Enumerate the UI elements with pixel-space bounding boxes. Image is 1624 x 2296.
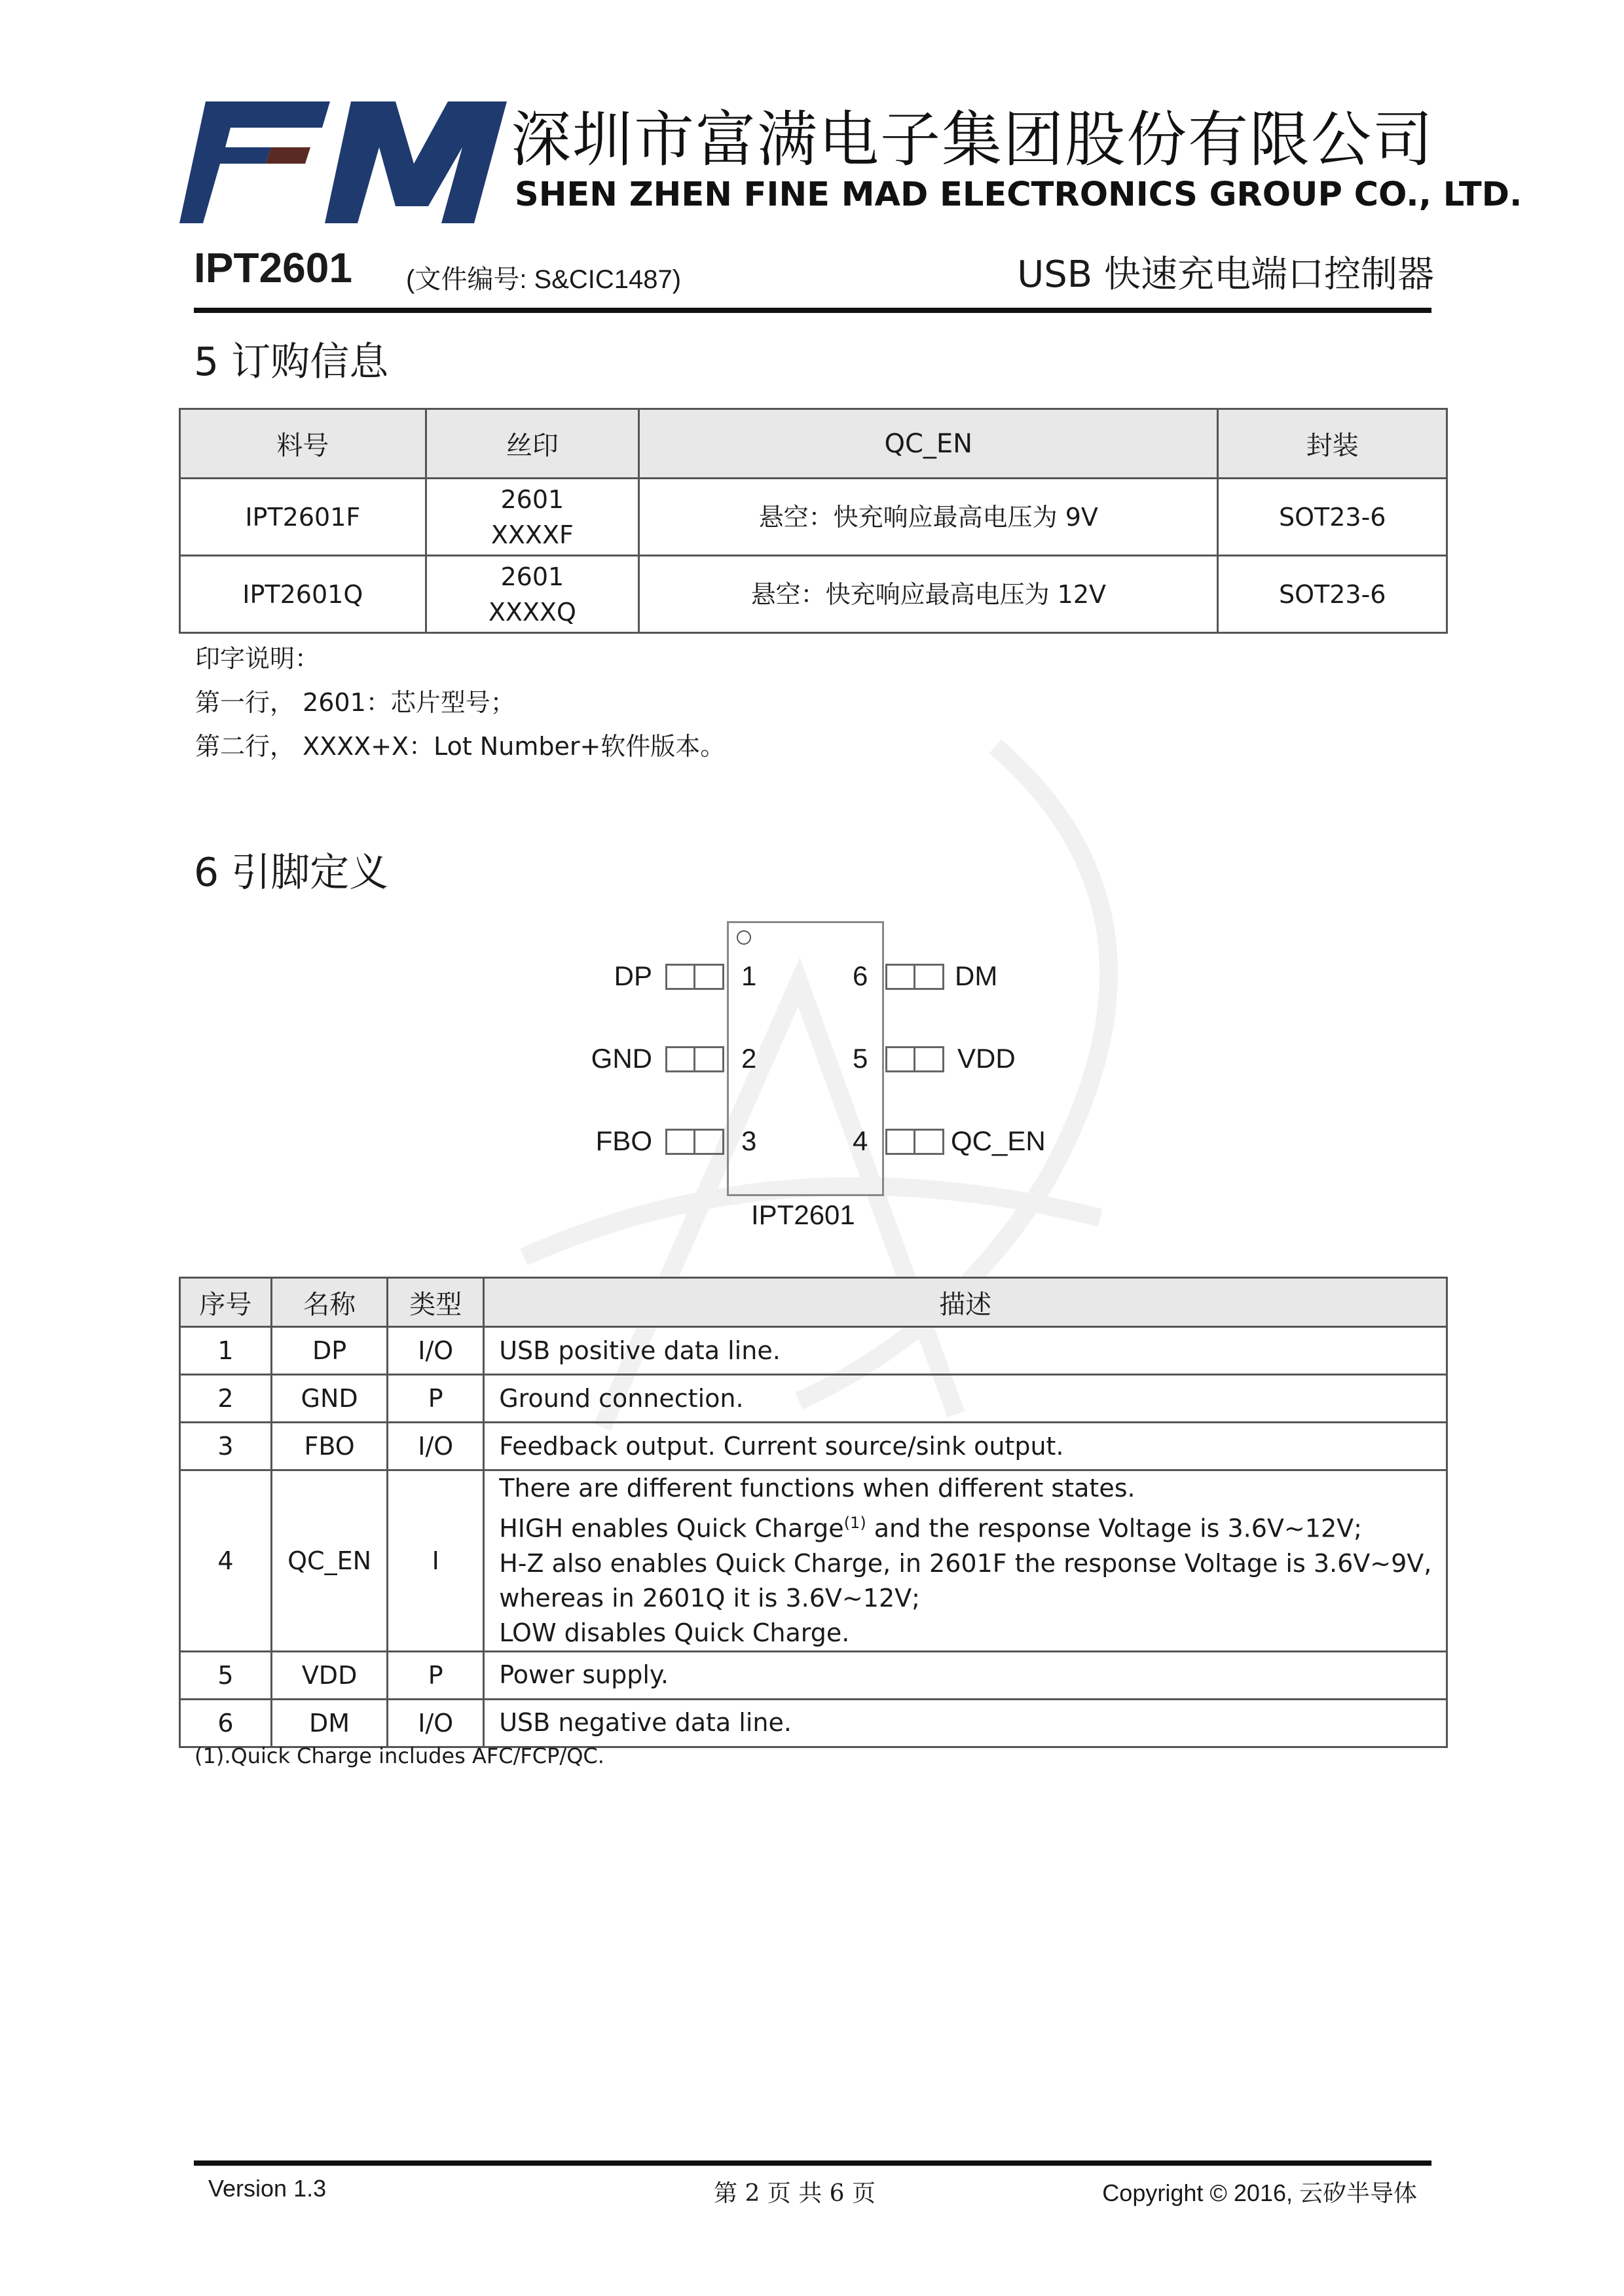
column-header: QC_EN xyxy=(639,409,1218,479)
package-cell: SOT23-6 xyxy=(1218,556,1447,633)
doc-number: (文件编号: S&CIC1487) xyxy=(406,265,682,294)
pin-lead xyxy=(665,1129,724,1155)
pin-number-cell: 1 xyxy=(180,1327,272,1375)
pin-name-left: DP xyxy=(614,960,652,991)
section-pins-heading: 6 引脚定义 xyxy=(194,850,389,896)
part-number: IPT2601 xyxy=(194,244,352,291)
table-header-row xyxy=(180,409,1447,479)
pin-number-left: 2 xyxy=(741,1043,757,1074)
pin-desc-cell xyxy=(484,1327,1447,1375)
pin-number-right: 5 xyxy=(853,1043,868,1074)
marking-note-line1: 第一行， 2601：芯片型号； xyxy=(195,688,515,717)
column-header: 序号 xyxy=(180,1278,272,1327)
pin-type-cell: I/O xyxy=(388,1327,484,1375)
footer-page: 第 2 页 共 6 页 xyxy=(714,2180,876,2207)
table-row xyxy=(180,1470,1447,1652)
section-ordering-heading: 5 订购信息 xyxy=(194,339,389,385)
pin-number-left: 1 xyxy=(741,960,757,991)
marking-line: XXXXF xyxy=(490,520,574,549)
table-row xyxy=(180,1375,1447,1423)
marking-cell xyxy=(426,479,639,556)
marking-cell xyxy=(426,556,639,633)
desc-line: Feedback output. Current source/sink output. xyxy=(499,1431,1064,1461)
chip-label: IPT2601 xyxy=(751,1199,855,1230)
pin-name-cell: DP xyxy=(271,1327,387,1375)
pin-name-cell: VDD xyxy=(271,1651,387,1699)
pin-number-cell: 3 xyxy=(180,1423,272,1470)
column-header: 类型 xyxy=(388,1278,484,1327)
marking-note-line2: 第二行， XXXX+X：Lot Number+软件版本。 xyxy=(195,732,726,761)
pin-number-left: 3 xyxy=(741,1125,757,1156)
pin-name-right: QC_EN xyxy=(951,1125,1046,1156)
table-row xyxy=(180,1651,1447,1699)
qc-en-cell: 悬空：快充响应最高电压为 9V xyxy=(639,479,1218,556)
pin-desc-cell xyxy=(484,1699,1447,1747)
pin-desc-cell xyxy=(484,1375,1447,1423)
table-row xyxy=(180,479,1447,556)
desc-text: and the response Voltage is 3.6V~12V; xyxy=(866,1514,1362,1543)
pin-number-cell: 4 xyxy=(180,1470,272,1652)
marking-line: XXXXQ xyxy=(488,597,576,627)
desc-line: USB positive data line. xyxy=(499,1336,781,1365)
table-row xyxy=(180,1327,1447,1375)
pin-type-cell: P xyxy=(388,1375,484,1423)
column-header: 描述 xyxy=(484,1278,1447,1327)
column-header: 封装 xyxy=(1218,409,1447,479)
footer-copyright: Copyright © 2016, 云矽半导体 xyxy=(1102,2179,1417,2206)
package-cell: SOT23-6 xyxy=(1218,479,1447,556)
footnote: (1).Quick Charge includes AFC/FCP/QC. xyxy=(194,1743,604,1768)
pin-name-left: FBO xyxy=(595,1125,652,1156)
pin-name-cell: GND xyxy=(271,1375,387,1423)
pin-number-cell: 5 xyxy=(180,1651,272,1699)
pin-name-left: GND xyxy=(591,1043,652,1074)
logo-letter-m xyxy=(325,101,507,223)
desc-line xyxy=(499,1506,1446,1546)
pin-number-right: 6 xyxy=(853,960,868,991)
pin-number-right: 4 xyxy=(853,1125,868,1156)
company-name-en: SHEN ZHEN FINE MAD ELECTRONICS GROUP CO., LTD. xyxy=(515,175,1522,214)
pin-lead xyxy=(885,1046,944,1072)
marking-line: 2601 xyxy=(500,484,564,514)
pin-type-cell: I xyxy=(388,1470,484,1652)
marking-note-title: 印字说明： xyxy=(195,644,320,673)
pin-type-cell: I/O xyxy=(388,1699,484,1747)
desc-line: LOW disables Quick Charge. xyxy=(499,1618,850,1647)
header-rule xyxy=(194,308,1431,313)
desc-line: Ground connection. xyxy=(499,1383,744,1413)
pin-name-cell: DM xyxy=(271,1699,387,1747)
desc-line: whereas in 2601Q it is 3.6V~12V; xyxy=(499,1583,920,1613)
part-cell: IPT2601Q xyxy=(180,556,426,633)
footnote-ref: (1) xyxy=(843,1514,866,1532)
pin-lead xyxy=(885,964,944,990)
pin-desc-cell xyxy=(484,1651,1447,1699)
desc-line: Power supply. xyxy=(499,1660,669,1690)
fm-logo xyxy=(179,101,507,223)
desc-line: USB negative data line. xyxy=(499,1708,792,1738)
pin1-marker xyxy=(737,930,751,945)
logo-letter-f xyxy=(179,101,330,223)
pin-desc-cell xyxy=(484,1423,1447,1470)
footer-rule xyxy=(194,2160,1431,2166)
pin-name-cell: QC_EN xyxy=(271,1470,387,1652)
desc-line: H-Z also enables Quick Charge, in 2601F the response Voltage is 3.6V~9V, xyxy=(499,1548,1432,1578)
column-header: 料号 xyxy=(180,409,426,479)
pin-lead xyxy=(885,1129,944,1155)
pin-name-cell: FBO xyxy=(271,1423,387,1470)
desc-text: HIGH enables Quick Charge xyxy=(499,1514,844,1543)
pin-number-cell: 2 xyxy=(180,1375,272,1423)
part-cell: IPT2601F xyxy=(180,479,426,556)
pin-name-right: DM xyxy=(955,960,998,991)
marking-line: 2601 xyxy=(500,562,564,591)
pin-desc-cell xyxy=(484,1470,1447,1652)
qc-en-cell: 悬空：快充响应最高电压为 12V xyxy=(639,556,1218,633)
pin-lead xyxy=(665,1046,724,1072)
table-row xyxy=(180,556,1447,633)
pin-type-cell: P xyxy=(388,1651,484,1699)
ordering-table xyxy=(179,408,1448,634)
pin-lead xyxy=(665,964,724,990)
table-row xyxy=(180,1423,1447,1470)
pin-number-cell: 6 xyxy=(180,1699,272,1747)
column-header: 名称 xyxy=(271,1278,387,1327)
table-header-row xyxy=(180,1278,1447,1327)
table-row xyxy=(180,1699,1447,1747)
column-header: 丝印 xyxy=(426,409,639,479)
company-name-cn: 深圳市富满电子集团股份有限公司 xyxy=(511,105,1435,175)
desc-line: There are different functions when different states. xyxy=(499,1474,1135,1503)
pin-name-right: VDD xyxy=(957,1043,1016,1074)
doc-title: USB 快速充电端口控制器 xyxy=(1017,253,1434,296)
pin-definition-table xyxy=(179,1277,1448,1748)
pin-type-cell: I/O xyxy=(388,1423,484,1470)
footer-version: Version 1.3 xyxy=(208,2175,327,2202)
